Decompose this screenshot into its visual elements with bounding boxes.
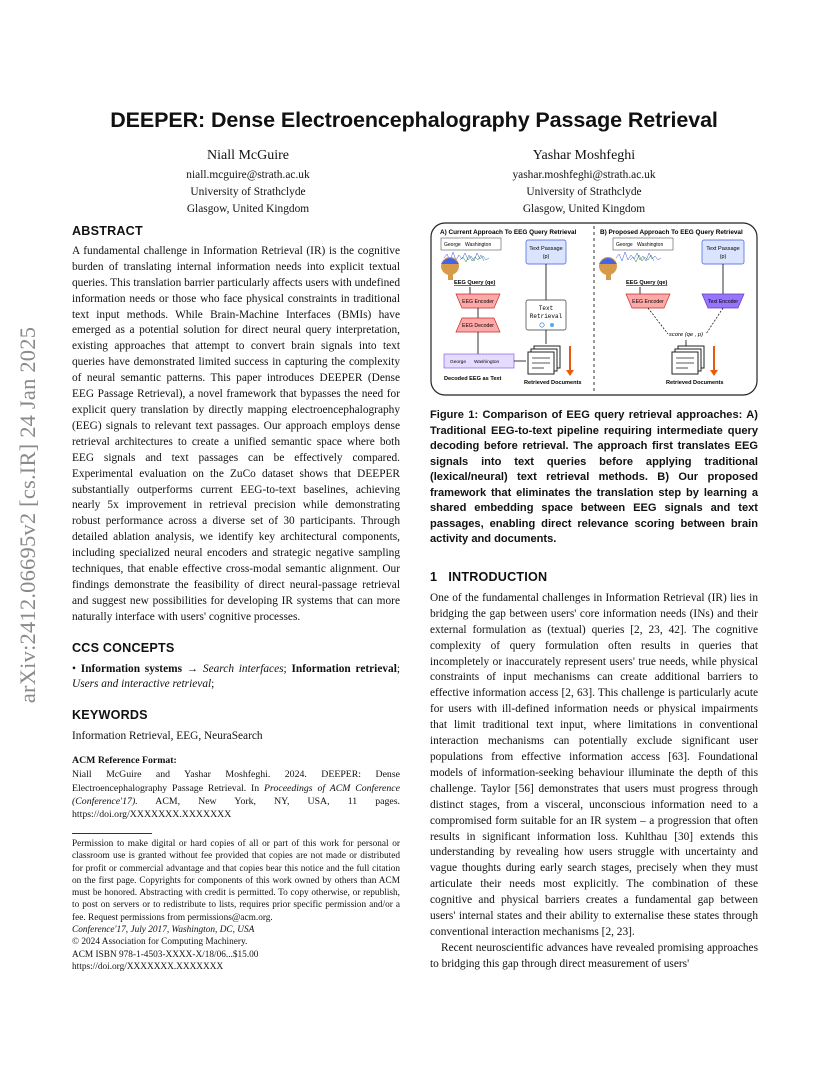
svg-text:Retrieval: Retrieval	[529, 313, 563, 320]
arxiv-identifier: arXiv:2412.06695v2 [cs.IR] 24 Jan 2025	[15, 326, 40, 704]
author-name: Yashar Moshfeghi	[532, 148, 636, 163]
left-column	[72, 224, 400, 821]
svg-text:Washington: Washington	[474, 360, 500, 365]
stimulus-word: George	[444, 242, 461, 248]
author-name: Niall McGuire	[206, 148, 290, 163]
permission-text: Permission to make digital or hard copies of all or part of this work for personal or classroom use is granted without fee provided that copies are not made or distributed for profit or commercial advantage and that copies bear this notice and the full citation on the first page. Copyrights for components of this work owned by others than ACM must be honored. Abstracting with credit is permitted. To copy otherwise, or republish, to post on servers or to redistribute to lists, requires prior specific permission and/or a fee. Request permissions from permissions@acm.org.	[72, 839, 400, 923]
author-email: yashar.moshfeghi@strath.ac.uk	[512, 169, 656, 181]
decoded-eeg-label: Decoded EEG as Text	[444, 376, 502, 382]
stimulus-word: Washington	[465, 242, 492, 248]
keywords-heading: KEYWORDS	[72, 708, 148, 723]
intro-paragraph-2: Recent neuroscientific advances have revealed promising approaches to bridging this gap through direct measurement of users'	[430, 941, 758, 970]
eeg-decoder-label: EEG Decoder	[461, 323, 495, 329]
figure-diagram	[430, 222, 758, 398]
paper-title: DEEPER: Dense Electroencephalography Passage Retrieval	[110, 108, 718, 132]
intro-paragraph-1: One of the fundamental challenges in Information Retrieval (IR) lies in bridging the gap between users' core information needs (INs) and their external formulation as (textual) queries [2, 23, 42]. The cognitive complexity of query formulation often results in queries that incompletely or inaccurately represent users' true needs, while physical constraints of input mechanisms can create additional barriers to effective information access [2, 63]. This challenge is particularly acute for users with ill-defined information needs or physical impairments that limit traditional text input, where limitations in conventional interaction mechanisms can potentially exclude significant user populations from effective information access [63]. Foundational models of information-seeking behaviour illuminate the depth of this challenge. Taylor [56] demonstrates that users must progress through distinct stages, from a visceral, unconscious information need to a compromised form suitable for an IR system – a progression that often results in significant information loss. Kuhlthau [30] extends this understanding by revealing how users struggle with uncertainty and vague thoughts during early search stages, precisely when they must articulate their needs most explicitly. The combination of these cognitive and physical barriers creates a fundamental gap between users' internal states and their ability to externalise these states through conventional interaction mechanisms [2, 23].	[430, 591, 758, 938]
svg-text:Washington: Washington	[637, 242, 664, 248]
author-location: Glasgow, United Kingdom	[522, 203, 646, 215]
panel-b-title: B) Proposed Approach To EEG Query Retrieval	[600, 229, 743, 236]
panel-a-title: A) Current Approach To EEG Query Retrieval	[440, 229, 577, 236]
ccs-concepts: • Information systems → Search interfaces; Information retrieval; Users and interactive retrieval;	[72, 662, 401, 691]
introduction-section	[430, 570, 758, 973]
author-email: niall.mcguire@strath.ac.uk	[186, 169, 310, 181]
isbn-line: ACM ISBN 978-1-4503-XXXX-X/18/06...$15.00	[72, 949, 259, 960]
keywords-text: Information Retrieval, EEG, NeuraSearch	[72, 730, 263, 743]
permission-footnote	[72, 838, 400, 973]
svg-text:(p): (p)	[542, 254, 550, 260]
acm-reference: ACM Reference Format: Niall McGuire and Yashar Moshfeghi. 2024. DEEPER: Dense Electroencephalography Passage Retrieval. In Proceedings of ACM Conference (Conference'17). ACM, New York, NY, USA, 11 pages. https://doi.org/XXXXXXX.XXXXXXX	[72, 755, 400, 821]
figure-1	[430, 222, 758, 398]
svg-text:EEG Query (qe): EEG Query (qe)	[626, 280, 668, 286]
author-location: Glasgow, United Kingdom	[186, 203, 310, 215]
svg-text:Retrieved Documents: Retrieved Documents	[666, 380, 724, 386]
abstract-heading: ABSTRACT	[72, 224, 143, 238]
doi-line: https://doi.org/XXXXXXX.XXXXXXX	[72, 961, 224, 972]
text-encoder-label: Text Encoder	[707, 299, 739, 305]
conference-info: Conference'17, July 2017, Washington, DC, USA	[72, 925, 255, 936]
text-passage-label: Text Passage	[529, 246, 563, 252]
eeg-query-label: EEG Query (qe)	[454, 280, 496, 286]
copyright-line: © 2024 Association for Computing Machinery.	[72, 937, 248, 948]
svg-text:George: George	[616, 242, 633, 248]
ccs-heading: CCS CONCEPTS	[72, 640, 175, 655]
svg-text:(p): (p)	[719, 254, 727, 260]
author-block-2	[474, 146, 694, 218]
svg-text:EEG Encoder: EEG Encoder	[632, 299, 664, 305]
author-affiliation: University of Strathclyde	[190, 186, 306, 198]
svg-text:George: George	[450, 360, 466, 365]
footnote-rule	[72, 833, 152, 834]
abstract-text: A fundamental challenge in Information Retrieval (IR) is the cognitive burden of translating internal information needs into explicit textual queries. This translation barrier particularly affects users with undefined information needs or those who face physical constraints in traditional text input methods. While Brain-Machine Interfaces (BMIs) have emerged as a potential solution for direct neural query interpretation, existing approaches that attempt to convert brain signals into text queries have demonstrated limited success in capturing the complexity of neural semantic patterns. This paper introduces DEEPER (Dense EEG Passage Retrieval), a novel framework that bypasses the need for explicit query translation by directly mapping electroencephalography (EEG) signals to relevant text passages. Our approach employs dense retrieval architectures to create a unified semantic space where both EEG signals and text passages can be effectively compared. Experimental evaluation on the ZuCo dataset shows that DEEPER substantially outperforms current EEG-to-text baselines, achieving nearly 5x improvement in retrieval precision while demonstrating robust performance across a diverse set of 30 participants. Through detailed ablation analysis, we identify key architectural components, including specialized neural encoders and strategic negative sampling techniques, that enable effective cross-modal semantic alignment. Our findings demonstrate the feasibility of direct neural-passage retrieval and suggest new possibilities for developing IR systems that can more naturally interface with users' cognitive processes.	[72, 244, 400, 623]
intro-heading: 1 INTRODUCTION	[430, 570, 548, 584]
retrieved-docs-label: Retrieved Documents	[524, 380, 582, 386]
svg-text:Text: Text	[538, 305, 554, 312]
score-label: score (qe , p)	[668, 332, 704, 338]
author-block-1	[148, 146, 348, 218]
figure-caption: Figure 1: Comparison of EEG query retrieval approaches: A) Traditional EEG-to-text pipeline requiring intermediate query decoding before retrieval. The approach first translates EEG signals into text queries before applying traditional (lexical/neural) text retrieval methods. B) Our proposed framework that eliminates the translation step by learning a shared embedding space between EEG signals and text passages, enabling direct relevance scoring between brain activity and documents.	[430, 409, 759, 545]
eeg-encoder-label: EEG Encoder	[462, 299, 494, 305]
author-affiliation: University of Strathclyde	[526, 186, 642, 198]
svg-text:Text Passage: Text Passage	[706, 246, 740, 252]
